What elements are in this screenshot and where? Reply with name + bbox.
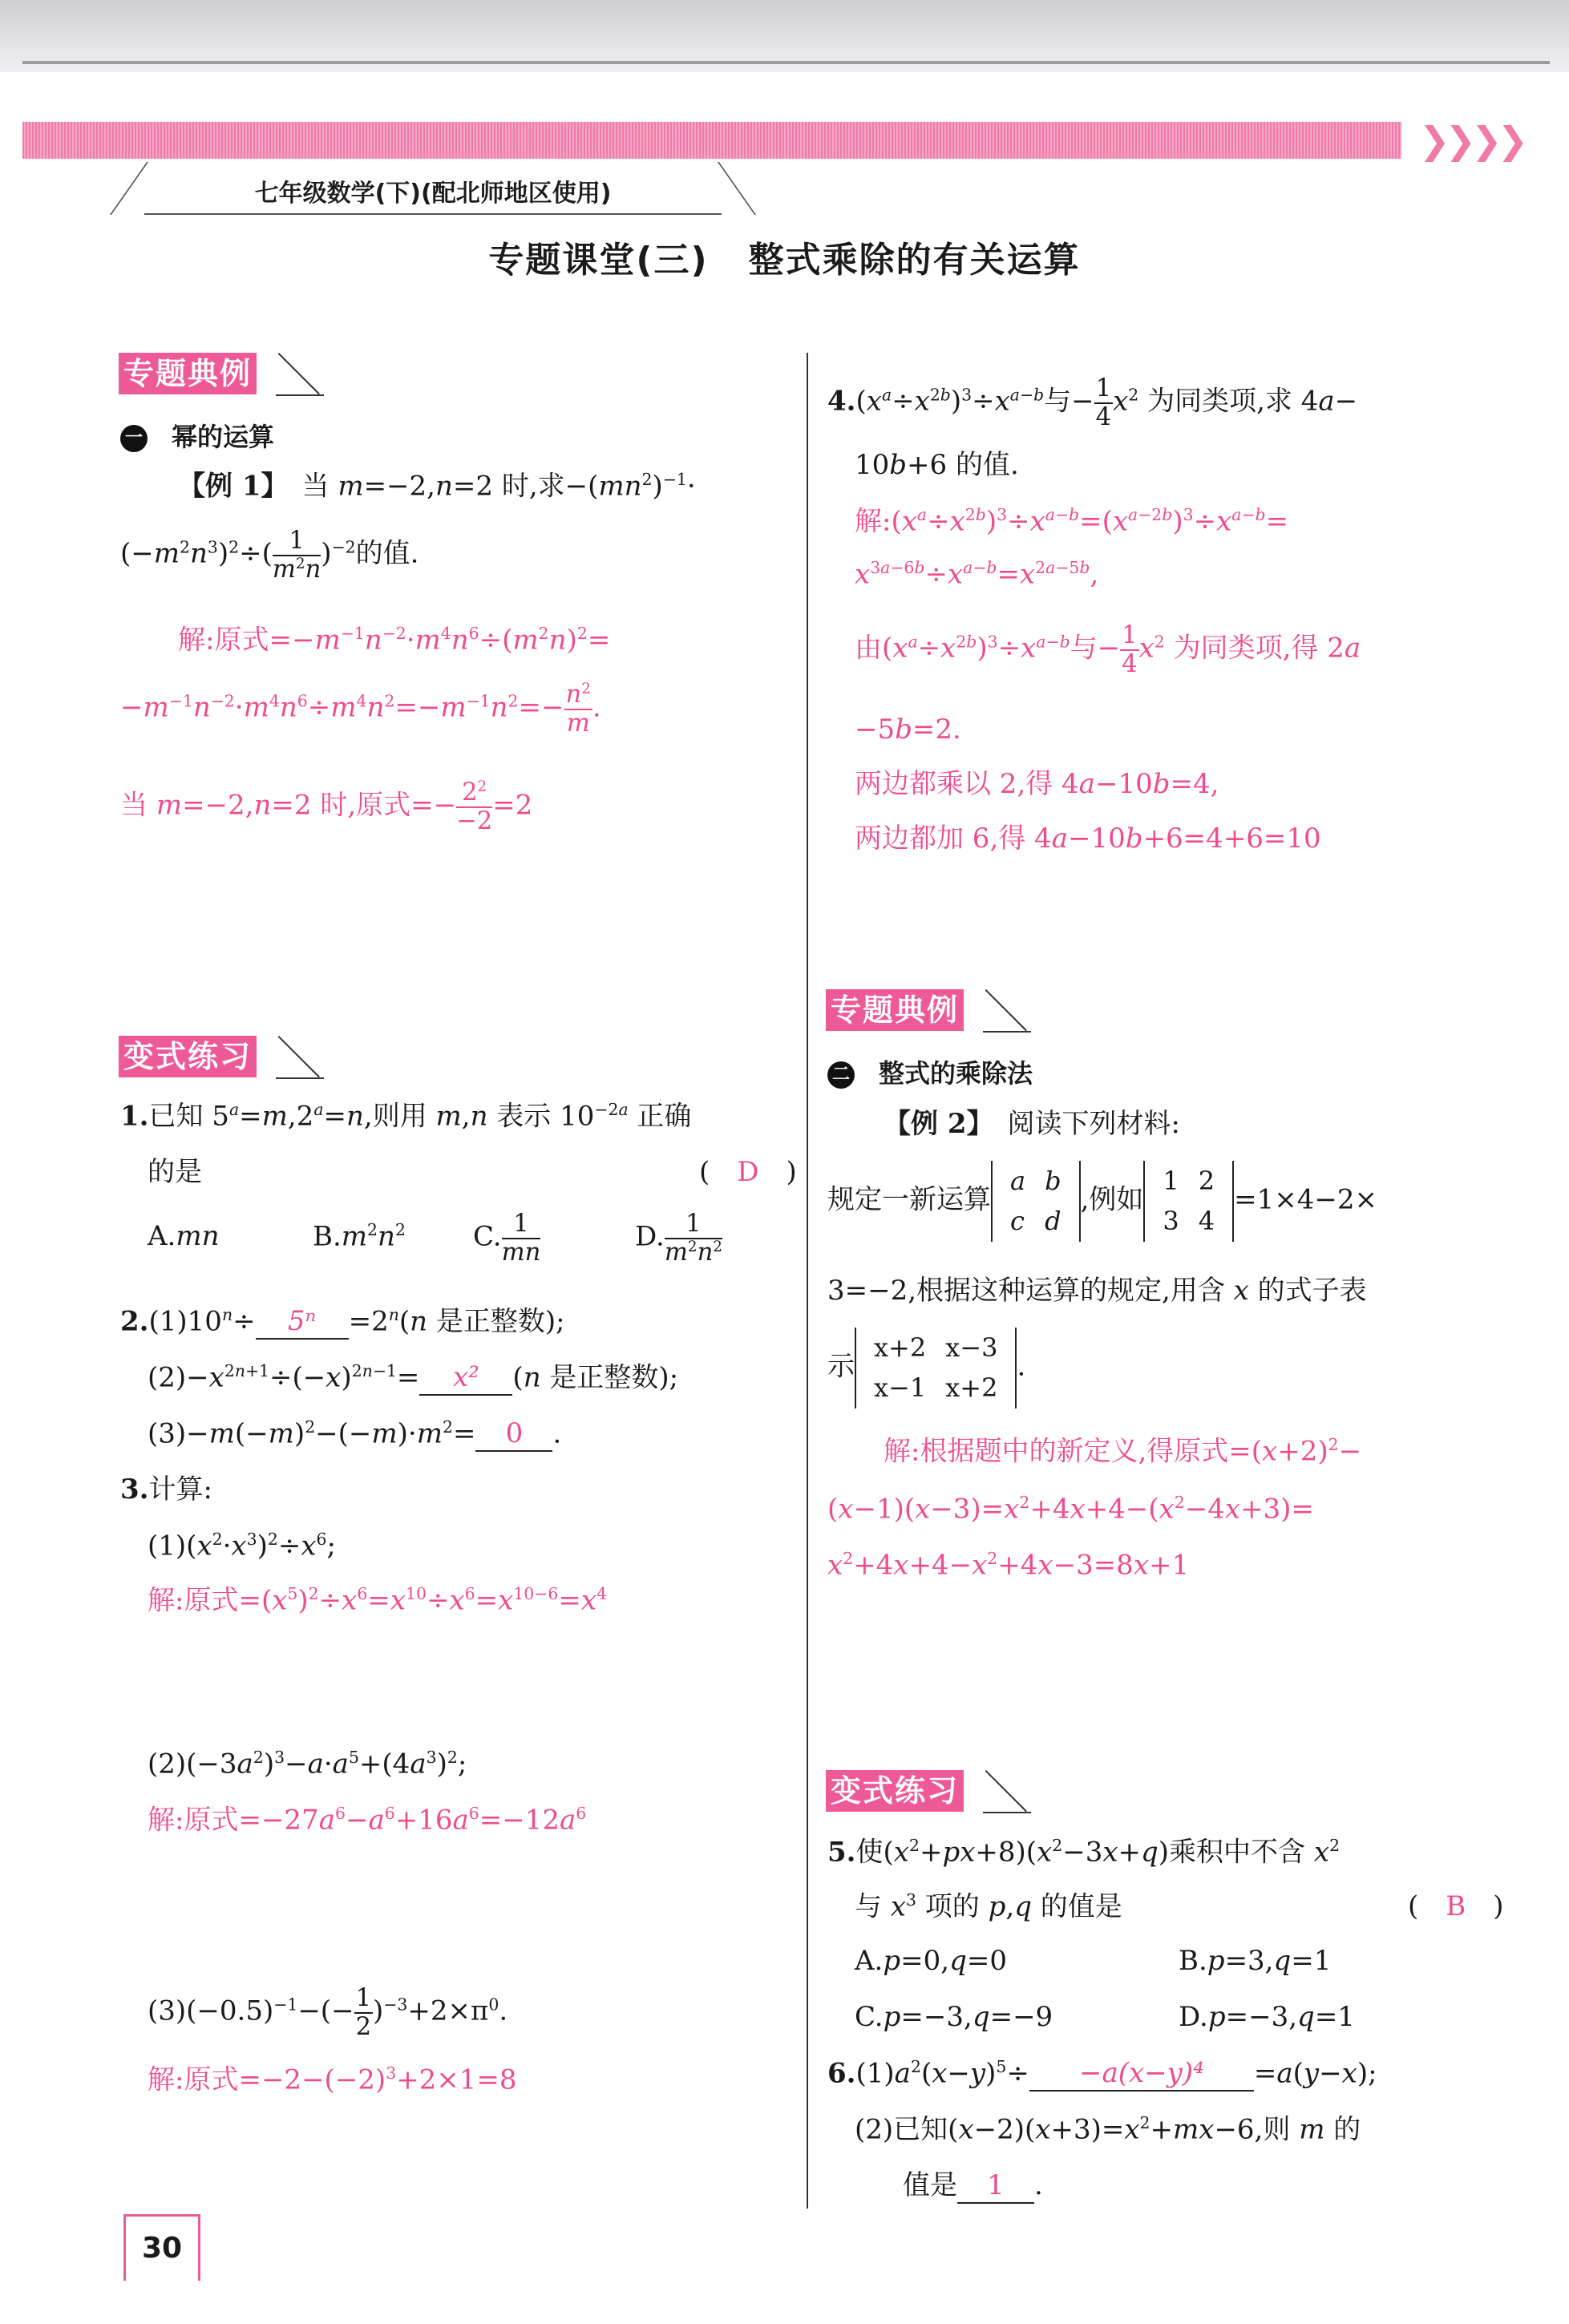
q2-part1: $2.(1)10^n\div 5^n =2^n(n$ 是正整数); — [120, 1305, 565, 1340]
tag-practice-1 — [119, 1036, 319, 1077]
q5-answer: ( B ) — [1408, 1890, 1504, 1922]
q2-answer1: 5ⁿ — [287, 1305, 317, 1338]
q1-option-d: D. $\frac{1}{m^2n^2}$ — [635, 1210, 722, 1267]
q2-answer3: 0 — [505, 1417, 524, 1450]
q1-stem-line1: 1.已知 $5^a=m,2^a=n$,则用 m,n 表示 $10^{-2a}$ 正确 — [120, 1100, 692, 1133]
section-1-heading — [120, 417, 274, 454]
example2-solution-line1: 解:根据题中的新定义,得原式$=(x+2)^2-$ — [884, 1435, 1362, 1468]
q1-option-a: A.mn — [148, 1220, 220, 1252]
section-2-heading — [827, 1053, 1033, 1090]
page-title-part-a: 专题课堂(三) — [488, 240, 709, 281]
q5-stem-line2: 与 $x^3$ 项的 p,q 的值是 — [855, 1890, 1122, 1923]
q5-option-a: A.p=0,q=0 — [855, 1945, 1007, 1977]
q4-solution-line4: −5b=2. — [855, 713, 961, 746]
det-definition: a b c d — [991, 1161, 1081, 1242]
q3-part3: $(3)(-0.5)^{-1}-(-$ $\frac{1}{2}$ )$^{-3}+2\times\pi^0$. — [148, 1984, 508, 2041]
tag-typical-1 — [119, 353, 319, 394]
q4-solution-line6: 两边都加 6,得 4a−10b+6=4+6=10 — [855, 822, 1321, 855]
column-divider — [807, 353, 808, 2209]
scan-top-line — [22, 61, 1550, 64]
q3-part2: $(2)(-3a^2)^3-a\cdot a^5+(4a^3)^2$; — [148, 1748, 467, 1780]
book-title: 七年级数学(下)(配北师地区使用) — [254, 180, 612, 208]
q1-option-c: C. $\frac{1}{mn}$ — [473, 1210, 541, 1267]
q4-stem-line1: $4.(x^a\div x^{2b})^3\div x^{a-b}$与− $\frac{1}{4}$ $x^2$ 为同类项,求 4a− — [827, 374, 1358, 431]
example2-solution-line3: $x^2+4x+4-x^2+4x-3=8x+1$ — [827, 1549, 1190, 1582]
section-2-title: 整式的乘除法 — [879, 1058, 1033, 1089]
section-1-bullet-icon: 一 — [120, 425, 148, 452]
q6-answer1: −a(x−y)⁴ — [1078, 2057, 1204, 2090]
chevron-right-icon: ❯❯❯❯ — [1419, 119, 1524, 162]
example1-solution-line2: $-m^{-1}n^{-2}\cdot m^4n^6\div m^4n^2=-m^{-1}n^2=-$ $\frac{n^2}{m}$ . — [120, 681, 601, 738]
example2-tag: 【例 2】 — [884, 1108, 981, 1140]
q5-stem-line1: 5.使$(x^2+px+8)(x^2-3x+q)$乘积中不含 $x^2$ — [827, 1836, 1341, 1869]
q3-part1: $(1)(x^2\cdot x^3)^2\div x^6$; — [148, 1530, 336, 1562]
example1-solution-line3: 当 m=−2,n=2 时,原式=− $\frac{2^2}{-2}$ =2 — [120, 778, 533, 835]
q3-solution3: 解:原式$=-2-(-2)^3+2\times 1=8$ — [148, 2063, 517, 2096]
q2-answer2: x² — [453, 1361, 479, 1394]
q4-solution-line1: 解$:(x^a\div x^{2b})^3\div x^{a-b}=(x^{a-2b})^3\div x^{a-b}=$ — [855, 505, 1289, 538]
q3-stem: 3.计算: — [120, 1473, 212, 1506]
q3-solution1: 解:原式$=(x^5)^2\div x^6=x^{10}\div x^6=x^{10-6}=x^4$ — [148, 1584, 607, 1617]
q4-stem-line2: 10b+6 的值. — [855, 449, 1019, 481]
det-example: 1 2 3 4 — [1143, 1161, 1234, 1242]
example2-question-line4: 示 x+2 x−3 x−1 x+2 . — [827, 1328, 1025, 1409]
q4-solution-line3: 由$(x^a\div x^{2b})^3\div x^{a-b}$与− $\frac{1}{4}$ $x^2$ 为同类项,得 2a — [855, 621, 1361, 678]
q5-option-c: C.p=−3,q=−9 — [855, 2001, 1053, 2033]
q4-solution-line2: $x^{3a-6b}\div x^{a-b}=x^{2a-5b}$, — [855, 558, 1099, 591]
book-title-tab — [144, 164, 722, 215]
tag-practice-2 — [826, 1770, 1026, 1812]
section-2-bullet-icon: 二 — [827, 1061, 855, 1089]
tag-practice-2-label: 变式练习 — [826, 1770, 964, 1812]
example2-solution-line2: $(x-1)(x-3)=x^2+4x+4-(x^2-4x+3)=$ — [827, 1493, 1314, 1526]
q6-part2: (2)已知$(x-2)(x+3)=x^2+mx-6$,则 m 的 — [855, 2113, 1361, 2146]
tag-typical-2-label: 专题典例 — [826, 989, 964, 1031]
example2-question-line2: 规定一新运算 a b c d ,例如 1 2 3 4 =1×4−2× — [827, 1161, 1377, 1242]
tag-typical-1-label: 专题典例 — [119, 353, 257, 394]
q2-part3: $(3)-m(-m)^2-(-m)\cdot m^2= 0$ . — [148, 1417, 561, 1452]
q1-option-b: $B.m^2n^2$ — [313, 1220, 406, 1253]
det-matrix: x+2 x−3 x−1 x+2 — [855, 1328, 1017, 1409]
page-title-part-b: 整式乘除的有关运算 — [748, 240, 1081, 281]
tag-practice-1-label: 变式练习 — [119, 1036, 257, 1077]
q3-solution2: 解:原式$=-27a^6-a^6+16a^6=-12a^6$ — [148, 1804, 587, 1837]
example1-question-line2: $(-m^2n^3)^2\div$( $\frac{1}{m^2n}$ )$^{-2}$的值. — [120, 527, 419, 584]
example2-question-line3: 3=−2,根据这种运算的规定,用含 x 的式子表 — [827, 1275, 1367, 1307]
q5-option-b: B.p=3,q=1 — [1179, 1945, 1332, 1977]
q6-part1: $6.(1)a^2(x-y)^5\div -a(x-y)^4 =a(y-x)$; — [827, 2057, 1377, 2092]
q4-solution-line5: 两边都乘以 2,得 4a−10b=4, — [855, 768, 1219, 800]
example2-question-line1: 【例 2】 阅读下列材料: — [884, 1108, 1180, 1140]
example1-tag: 【例 1】 — [178, 470, 275, 503]
q6-answer3: 1 — [987, 2169, 1005, 2201]
q6-part3: 值是 1 . — [903, 2169, 1043, 2204]
page-title — [0, 231, 1569, 282]
tag-typical-2 — [826, 989, 1026, 1031]
q1-stem-line2: 的是 — [148, 1156, 202, 1188]
q2-part2: $(2)-x^{2n+1}\div(-x)^{2n-1}= x^2$ (n 是正整数); — [148, 1361, 678, 1396]
section-1-title: 幂的运算 — [172, 422, 275, 452]
page-number: 30 — [123, 2214, 200, 2281]
q1-answer: ( D ) — [699, 1156, 797, 1188]
header-pink-bar — [22, 122, 1401, 159]
example1-solution-line1: 解:原式$=-m^{-1}n^{-2}\cdot m^4n^6\div(m^2n)^2=$ — [178, 624, 611, 657]
example1-question-line1: 【例 1】 当 m=−2,n=2 时,求$-(mn^2)^{-1}\cdot$ — [178, 470, 696, 503]
q5-option-d: D.p=−3,q=1 — [1179, 2001, 1355, 2033]
